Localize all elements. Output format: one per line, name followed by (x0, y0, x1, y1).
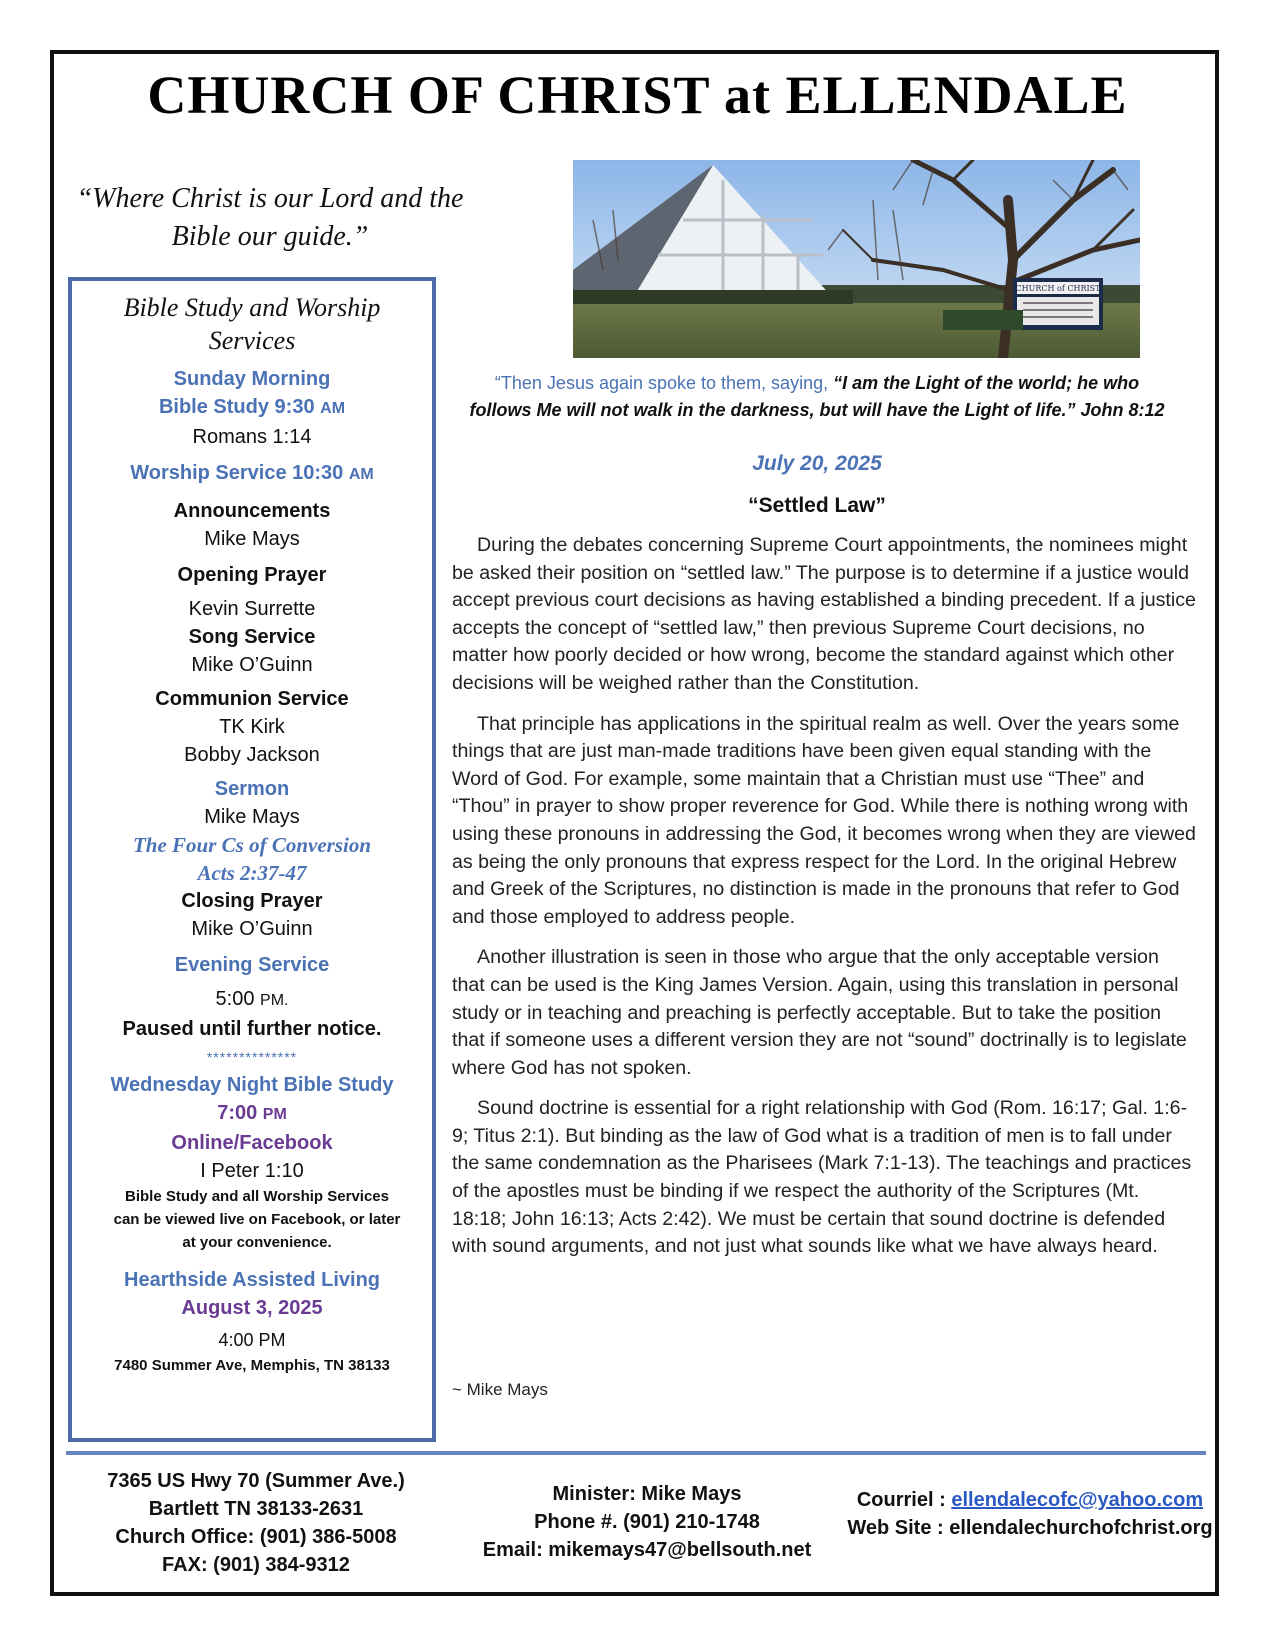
sermon-name: Mike Mays (204, 806, 300, 828)
communion-name-2: Bobby Jackson (184, 744, 320, 766)
verse-quote-line-1: “I am the Light of the world; he who (833, 373, 1140, 393)
scripture-reading-2: I Peter 1:10 (200, 1160, 304, 1182)
worship-service-time: Worship Service 10:30 AM (130, 462, 374, 484)
sidebar-heading-line-1: Bible Study and Worship (123, 293, 381, 322)
paused-notice: Paused until further notice. (122, 1018, 382, 1040)
footer-address (70, 1467, 442, 1579)
scripture-verse (452, 370, 1182, 424)
closing-prayer-label: Closing Prayer (181, 890, 323, 912)
facebook-note-line-1: Bible Study and all Worship Services (125, 1188, 389, 1205)
services-sidebar (68, 277, 436, 1442)
address-line-2: Bartlett TN 38133-2631 (148, 1498, 364, 1520)
announcements-name: Mike Mays (204, 528, 300, 550)
church-building-photo (573, 160, 1140, 358)
article-signature: ~ Mike Mays (452, 1380, 548, 1399)
evening-service-label: Evening Service (174, 954, 330, 976)
facebook-note-line-2: can be viewed live on Facebook, or later (113, 1211, 401, 1228)
song-service-name: Mike O’Guinn (191, 654, 313, 676)
article-body (452, 532, 1196, 1274)
minister-name: Minister: Mike Mays (552, 1483, 742, 1505)
verse-quote-line-2: follows Me will not walk in the darkness, but will have the Light of life.” John 8:12 (469, 400, 1165, 420)
footer-contact (835, 1486, 1225, 1542)
article-paragraph: During the debates concerning Supreme Court appointments, the nominees might be asked their position on “settled law.” The purpose is to determine if a justice would accept previous court decisions as having established a binding precedent. If a justice accepts the concept of “settled law,” then previous Supreme Court decisions, no matter how poorly decided or how wrong, become the standard against which other decisions will be weighed rather than the Constitution. (452, 534, 1196, 694)
minister-email: Email: mikemays47@bellsouth.net (482, 1539, 812, 1561)
communion-name-1: TK Kirk (219, 716, 285, 738)
sunday-morning-label: Sunday Morning (173, 368, 331, 390)
address-line-1: 7365 US Hwy 70 (Summer Ave.) (107, 1470, 405, 1492)
facebook-note-line-3: at your convenience. (182, 1234, 332, 1251)
wednesday-study-time: 7:00 PM (217, 1102, 287, 1124)
opening-prayer-label: Opening Prayer (177, 564, 327, 586)
article-date: July 20, 2025 (752, 452, 882, 475)
motto-line-2: Bible our guide.” (171, 221, 369, 252)
song-service-label: Song Service (188, 626, 316, 648)
announcements-label: Announcements (173, 500, 331, 522)
fax-number: FAX: (901) 384-9312 (162, 1554, 350, 1576)
communion-label: Communion Service (155, 688, 349, 710)
article-paragraph: Sound doctrine is essential for a right relationship with God (Rom. 16:17; Gal. 1:6-9; Titus 2:1). But binding as the law of God what is a tradition of men is to fall under the same condemnation as the Pharisees (Mark 7:1-13). The teachings and practices of the apostles must be binding if we respect the authority of the Scriptures (Mt. 18:18; John 16:13; Acts 2:42). We must be certain that sound doctrine is defended with sound arguments, and not just what sounds like what we have always heard. (452, 1097, 1192, 1258)
bible-study-time: Bible Study 9:30 AM (158, 396, 346, 418)
minister-phone: Phone #. (901) 210-1748 (534, 1511, 760, 1533)
article-title: “Settled Law” (748, 494, 886, 517)
courriel-label: Courriel : (856, 1489, 946, 1511)
article-paragraph: That principle has applications in the spiritual realm as well. Over the years some things that are just man-made traditions have been given equal standing with the Word of God. For example, some maintain that a Christian must use “Thee” and “Thou” in prayer to show proper reverence for God. While there is nothing wrong with using these pronouns in addressing the God, it becomes wrong when they are viewed as being the only pronouns that express respect for the Lord. In the original Hebrew and Greek of the Scriptures, no distinction is made in the pronouns that refer to God and those employed to address people. (452, 712, 1196, 928)
hearthside-time: 4:00 PM (218, 1330, 286, 1350)
footer-minister (452, 1480, 842, 1564)
divider-stars: ************** (206, 1049, 298, 1065)
verse-lead: “Then Jesus again spoke to them, saying, (494, 373, 829, 393)
wednesday-study-label: Wednesday Night Bible Study (110, 1074, 394, 1096)
sign-text: CHURCH of CHRIST (1015, 284, 1101, 293)
online-facebook: Online/Facebook (171, 1132, 333, 1154)
sermon-reference: Acts 2:37-47 (197, 861, 307, 885)
sidebar-heading-line-2: Services (208, 326, 296, 355)
sidebar-heading (72, 291, 432, 357)
opening-prayer-name: Kevin Surrette (188, 598, 316, 620)
article-paragraph: Another illustration is seen in those who argue that the only acceptable version that can be used is the King James Version. Again, using this translation in personal study or in teaching and preaching is perfectly acceptable. But to take the position that if someone uses a different version they are not “sound” doctrinally is to legislate where God has not spoken. (452, 946, 1187, 1079)
page-title: CHURCH OF CHRIST at ELLENDALE (147, 65, 1128, 125)
evening-service-time: 5:00 PM. (215, 988, 289, 1010)
hearthside-label: Hearthside Assisted Living (124, 1269, 380, 1291)
sermon-title: The Four Cs of Conversion (132, 833, 372, 857)
footer-divider (66, 1451, 1206, 1455)
sermon-label: Sermon (214, 778, 290, 800)
website-line: Web Site : ellendalechurchofchrist.org (847, 1517, 1213, 1539)
closing-prayer-name: Mike O’Guinn (191, 918, 313, 940)
courriel-line (835, 1486, 1225, 1514)
church-office-phone: Church Office: (901) 386-5008 (115, 1526, 397, 1548)
scripture-reading-1: Romans 1:14 (192, 426, 312, 448)
hearthside-date: August 3, 2025 (181, 1297, 323, 1319)
courriel-email-link[interactable]: ellendalecofc@yahoo.com (951, 1489, 1204, 1511)
church-motto (60, 180, 480, 256)
motto-line-1: “Where Christ is our Lord and the (76, 183, 464, 214)
hearthside-address: 7480 Summer Ave, Memphis, TN 38133 (114, 1357, 390, 1374)
